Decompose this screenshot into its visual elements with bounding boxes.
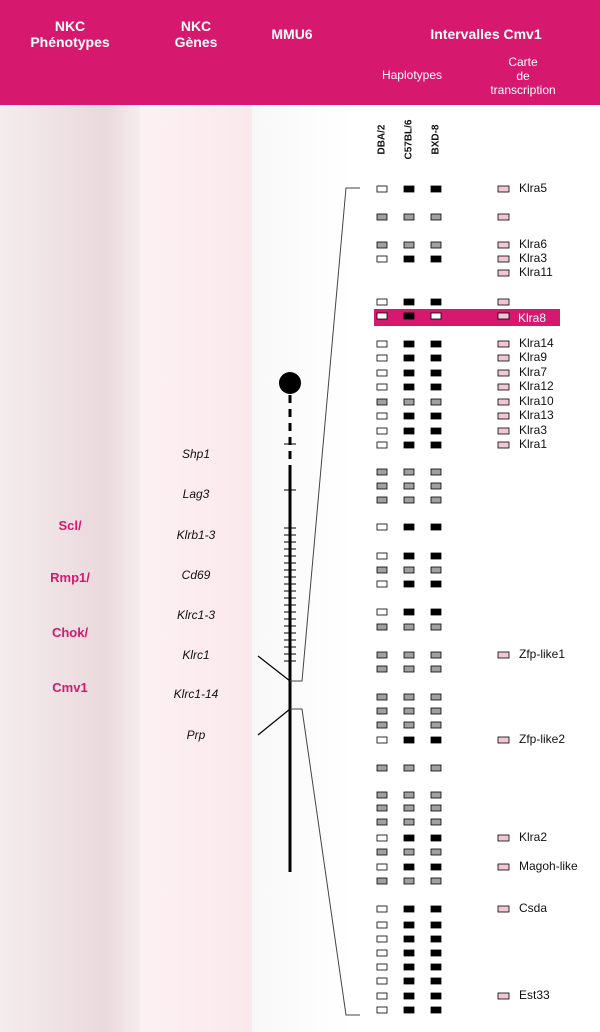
- haplotype-cell: [431, 708, 441, 714]
- haplotype-cell: [431, 978, 441, 984]
- gene-cd69: Cd69: [181, 568, 211, 582]
- haplotype-cell: [377, 993, 387, 999]
- haplotype-cell: [431, 524, 441, 530]
- transcript-label: Klra12: [519, 379, 554, 393]
- haplotype-cell: [404, 186, 414, 192]
- header-genes-line1: NKC: [180, 18, 212, 34]
- transcript-label: Magoh-like: [519, 859, 578, 873]
- haplotype-cell: [377, 553, 387, 559]
- haplotype-cell: [377, 355, 387, 361]
- haplotype-cell: [404, 413, 414, 419]
- haplotype-cell: [431, 214, 441, 220]
- haplotype-cell: [377, 313, 387, 319]
- haplotype-cell: [404, 242, 414, 248]
- haplotype-cell: [431, 964, 441, 970]
- haplotype-cell: [377, 242, 387, 248]
- gene-klrc1-14: Klrc1-14: [173, 687, 219, 701]
- transcript-marker: [498, 652, 509, 658]
- gene-shp1: Shp1: [181, 447, 211, 461]
- haplotype-cell: [431, 922, 441, 928]
- haplotype-cell: [377, 922, 387, 928]
- haplotype-cell: [404, 864, 414, 870]
- haplotype-cell: [431, 1007, 441, 1013]
- gene-lag3: Lag3: [182, 487, 210, 501]
- haplotype-cell: [377, 792, 387, 798]
- transcript-marker: [498, 737, 509, 743]
- transcript-label: Klra3: [519, 423, 548, 437]
- haplotype-cell: [431, 835, 441, 841]
- haplotype-cell: [377, 694, 387, 700]
- haplotype-cell: [404, 524, 414, 530]
- centromere-icon: [279, 372, 301, 394]
- haplotype-cell: [377, 413, 387, 419]
- haplotype-cell: [404, 878, 414, 884]
- header-phenotypes-line2: Phénotypes: [30, 34, 110, 50]
- haplotype-cell: [404, 428, 414, 434]
- strain-header-c57bl6: C57BL/6: [403, 119, 415, 160]
- haplotype-cell: [377, 805, 387, 811]
- haplotype-cell: [377, 737, 387, 743]
- haplotype-cell: [431, 413, 441, 419]
- haplotype-cell: [377, 384, 387, 390]
- haplotype-cell: [404, 737, 414, 743]
- haplotype-cell: [404, 694, 414, 700]
- haplotype-cell: [377, 497, 387, 503]
- haplotype-cell: [431, 370, 441, 376]
- haplotype-cell: [404, 922, 414, 928]
- haplotype-cell: [404, 722, 414, 728]
- haplotype-cell: [404, 370, 414, 376]
- haplotype-cell: [431, 722, 441, 728]
- transcript-marker: [498, 428, 509, 434]
- haplotype-cell: [431, 666, 441, 672]
- haplotype-grid: [377, 186, 509, 1013]
- haplotype-cell: [431, 819, 441, 825]
- haplotype-cell: [404, 609, 414, 615]
- haplotype-cell: [404, 384, 414, 390]
- haplotype-cell: [377, 428, 387, 434]
- haplotype-cell: [404, 399, 414, 405]
- haplotype-cell: [431, 399, 441, 405]
- haplotype-cell: [377, 186, 387, 192]
- haplotype-cell: [404, 313, 414, 319]
- haplotype-cell: [431, 341, 441, 347]
- haplotype-cell: [377, 469, 387, 475]
- gene-prp: Prp: [186, 728, 206, 742]
- transcript-marker: [498, 299, 509, 305]
- strain-header-bxd8: BXD-8: [430, 124, 442, 155]
- haplotype-cell: [377, 708, 387, 714]
- bracket-line-top: [258, 656, 290, 681]
- header-phenotypes-line1: NKC: [54, 18, 86, 34]
- transcript-label: Csda: [519, 901, 548, 915]
- transcript-label: Zfp-like2: [519, 732, 566, 746]
- transcript-label: Klra6: [519, 237, 548, 251]
- haplotype-cell: [377, 299, 387, 305]
- gene-klrb1-3: Klrb1-3: [176, 528, 216, 542]
- haplotype-cell: [404, 553, 414, 559]
- haplotype-cell: [404, 765, 414, 771]
- transcript-marker: [498, 906, 509, 912]
- interval-connector-top: [290, 188, 360, 681]
- transcript-marker: [498, 341, 509, 347]
- transcript-label: Klra11: [519, 265, 553, 279]
- transcript-label: Klra2: [519, 830, 548, 844]
- transcript-marker: [498, 413, 509, 419]
- haplotype-cell: [377, 878, 387, 884]
- transcript-marker: [498, 370, 509, 376]
- haplotype-cell: [377, 256, 387, 262]
- header-mmu6: MMU6: [271, 26, 313, 42]
- haplotype-cell: [377, 864, 387, 870]
- haplotype-cell: [404, 708, 414, 714]
- transcript-label: Klra3: [519, 251, 548, 265]
- haplotype-cell: [377, 849, 387, 855]
- header-carte-line2: de: [516, 69, 530, 83]
- haplotype-cell: [431, 256, 441, 262]
- header-haplotypes: Haplotypes: [381, 68, 443, 82]
- phenotype-chok: Chok/: [51, 625, 89, 640]
- haplotype-cell: [431, 581, 441, 587]
- header-carte-line3: transcription: [490, 83, 556, 97]
- haplotype-cell: [377, 964, 387, 970]
- phenotype-scl: Scl/: [58, 518, 82, 533]
- haplotype-cell: [404, 624, 414, 630]
- haplotype-cell: [404, 964, 414, 970]
- haplotype-cell: [431, 950, 441, 956]
- haplotype-cell: [377, 835, 387, 841]
- haplotype-cell: [431, 469, 441, 475]
- gene-klrc1: Klrc1: [182, 648, 210, 662]
- transcript-label: Klra10: [519, 394, 554, 408]
- gene-klrc1-3: Klrc1-3: [176, 608, 215, 622]
- haplotype-cell: [404, 567, 414, 573]
- haplotype-cell: [431, 849, 441, 855]
- haplotype-cell: [377, 666, 387, 672]
- haplotype-cell: [431, 805, 441, 811]
- haplotype-cell: [377, 524, 387, 530]
- transcript-marker: [498, 355, 509, 361]
- transcript-marker: [498, 270, 509, 276]
- transcript-label: Zfp-like1: [519, 647, 566, 661]
- haplotype-cell: [377, 950, 387, 956]
- haplotype-cell: [404, 355, 414, 361]
- header-intervals: Intervalles Cmv1: [430, 26, 542, 42]
- haplotype-cell: [431, 313, 441, 319]
- haplotype-cell: [377, 341, 387, 347]
- haplotype-cell: [431, 737, 441, 743]
- haplotype-cell: [377, 624, 387, 630]
- transcript-label: Klra5: [519, 181, 548, 195]
- highlight-label-klra8: Klra8: [518, 311, 547, 325]
- haplotype-cell: [404, 256, 414, 262]
- haplotype-cell: [404, 993, 414, 999]
- haplotype-cell: [404, 652, 414, 658]
- haplotype-cell: [431, 553, 441, 559]
- interval-connector-bottom: [290, 709, 360, 1015]
- haplotype-cell: [404, 469, 414, 475]
- transcript-label: Klra14: [519, 336, 554, 350]
- haplotype-cell: [431, 765, 441, 771]
- haplotype-cell: [377, 609, 387, 615]
- haplotype-cell: [431, 355, 441, 361]
- transcript-label: Klra1: [519, 437, 548, 451]
- haplotype-cell: [431, 567, 441, 573]
- phenotype-rmp1: Rmp1/: [50, 570, 90, 585]
- haplotype-cell: [377, 936, 387, 942]
- haplotype-cell: [377, 581, 387, 587]
- haplotype-cell: [404, 849, 414, 855]
- haplotype-cell: [431, 878, 441, 884]
- transcript-marker: [498, 399, 509, 405]
- haplotype-cell: [404, 835, 414, 841]
- haplotype-cell: [377, 978, 387, 984]
- haplotype-cell: [377, 722, 387, 728]
- transcript-marker: [498, 186, 509, 192]
- haplotype-cell: [377, 1007, 387, 1013]
- haplotype-cell: [431, 483, 441, 489]
- transcript-label: Klra7: [519, 365, 548, 379]
- haplotype-cell: [431, 624, 441, 630]
- haplotype-cell: [404, 666, 414, 672]
- haplotype-cell: [377, 906, 387, 912]
- haplotype-cell: [431, 792, 441, 798]
- haplotype-cell: [431, 609, 441, 615]
- transcript-marker: [498, 864, 509, 870]
- strain-header-dba2: DBA/2: [376, 124, 388, 155]
- haplotype-cell: [431, 242, 441, 248]
- haplotype-cell: [377, 399, 387, 405]
- transcript-marker: [498, 256, 509, 262]
- haplotype-cell: [404, 299, 414, 305]
- haplotype-cell: [431, 694, 441, 700]
- haplotype-cell: [431, 384, 441, 390]
- haplotype-cell: [377, 819, 387, 825]
- haplotype-cell: [404, 1007, 414, 1013]
- haplotype-cell: [404, 442, 414, 448]
- haplotype-cell: [431, 993, 441, 999]
- haplotype-cell: [377, 214, 387, 220]
- transcript-label: Est33: [519, 988, 550, 1002]
- haplotype-cell: [377, 765, 387, 771]
- transcript-marker: [498, 384, 509, 390]
- transcript-marker: [498, 214, 509, 220]
- haplotype-cell: [404, 483, 414, 489]
- haplotype-cell: [377, 370, 387, 376]
- haplotype-cell: [404, 950, 414, 956]
- transcript-label: Klra9: [519, 350, 548, 364]
- haplotype-cell: [377, 652, 387, 658]
- haplotype-cell: [404, 581, 414, 587]
- haplotype-cell: [377, 567, 387, 573]
- haplotype-cell: [377, 442, 387, 448]
- haplotype-cell: [404, 341, 414, 347]
- haplotype-cell: [431, 186, 441, 192]
- haplotype-cell: [404, 978, 414, 984]
- haplotype-cell: [404, 497, 414, 503]
- haplotype-cell: [431, 299, 441, 305]
- haplotype-cell: [404, 792, 414, 798]
- haplotype-cell: [431, 428, 441, 434]
- haplotype-cell: [404, 819, 414, 825]
- haplotype-cell: [431, 906, 441, 912]
- transcript-marker: [498, 313, 509, 319]
- header-carte-line1: Carte: [508, 55, 538, 69]
- haplotype-cell: [431, 497, 441, 503]
- haplotype-cell: [404, 936, 414, 942]
- transcript-marker: [498, 835, 509, 841]
- transcript-marker: [498, 442, 509, 448]
- transcript-marker: [498, 993, 509, 999]
- transcript-label: Klra13: [519, 408, 554, 422]
- bracket-line-bottom: [258, 709, 290, 735]
- haplotype-cell: [431, 652, 441, 658]
- haplotype-cell: [377, 483, 387, 489]
- phenotype-cmv1: Cmv1: [52, 680, 88, 695]
- haplotype-cell: [431, 442, 441, 448]
- haplotype-cell: [431, 936, 441, 942]
- haplotype-cell: [404, 214, 414, 220]
- transcript-marker: [498, 242, 509, 248]
- haplotype-cell: [404, 906, 414, 912]
- haplotype-cell: [431, 864, 441, 870]
- haplotype-cell: [404, 805, 414, 811]
- header-genes-line2: Gènes: [174, 34, 218, 50]
